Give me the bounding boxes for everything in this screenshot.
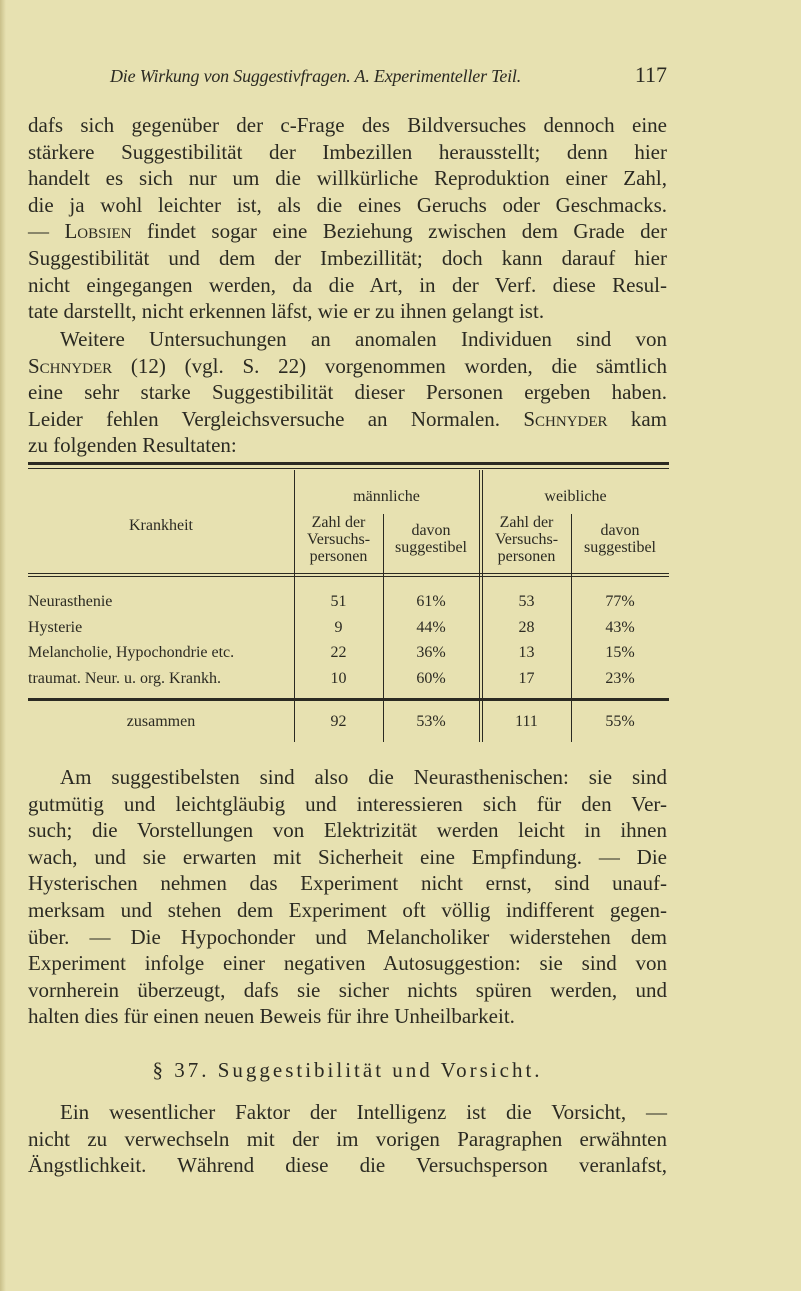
header-m-suggestible: [383, 522, 479, 556]
cell-krankheit: traumat. Neur. u. org. Krankh.: [28, 669, 221, 687]
text-line: über. — Die Hypochonder und Melancholiker widerstehen dem: [28, 924, 667, 949]
total-label: zusammen: [126, 713, 196, 730]
cell-m-n: 22: [330, 644, 347, 662]
page-number: 117: [634, 62, 667, 87]
text-line: [28, 218, 667, 244]
header-rule: [28, 573, 669, 574]
cell-m-pct: 44%: [416, 618, 446, 636]
header-w-suggestible: [571, 522, 669, 556]
author-name: Schnyder: [28, 353, 113, 378]
text-line: [28, 353, 667, 379]
cell-krankheit: Melancholie, Hypochondrie etc.: [28, 644, 235, 662]
author-name: Lobsien: [64, 219, 132, 244]
text-line: Suggestibilität und dem der Imbezillität; doch kann darauf hier: [28, 246, 667, 270]
text-line: such; die Vorstellungen von Elektrizität werden leicht in ihnen: [28, 818, 667, 843]
header-m-count: [294, 514, 383, 565]
cell-w-pct: 77%: [605, 593, 635, 610]
text-line: nicht eingegangen werden, da die Art, in der Verf. diese Resul-: [28, 272, 667, 297]
text-line: dafs sich gegenüber der c-Frage des Bildversuches dennoch eine: [28, 113, 667, 137]
text-segment: findet sogar eine Beziehung zwischen dem Grade der: [131, 219, 667, 244]
header-text: Zahl der: [499, 514, 554, 531]
section-heading: § 37. Suggestibilität und Vorsicht.: [152, 1058, 543, 1082]
header-text: Zahl der: [311, 514, 366, 531]
col-divider: [479, 470, 480, 742]
cell-m-pct: 61%: [416, 593, 446, 610]
text-line: halten dies für einen neuen Beweis für ihre Unheilbarkeit.: [28, 1004, 515, 1029]
text-line: stärkere Suggestibilität der Imbezillen herausstellt; denn hier: [28, 139, 667, 164]
total-rule: [28, 698, 669, 701]
cell-w-n: 17: [518, 669, 535, 687]
cell-w-pct: 15%: [605, 644, 635, 662]
header-text: suggestibel: [584, 539, 656, 556]
text-line: Experiment infolge einer negativen Autosuggestion: sie sind von: [28, 951, 667, 976]
page-edge-shadow: [0, 0, 6, 1291]
text-segment: —: [28, 219, 65, 244]
header-text: personen: [497, 548, 556, 565]
header-text: suggestibel: [395, 539, 467, 556]
running-header-title: Die Wirkung von Suggestivfragen. A. Experimenteller Teil.: [110, 66, 522, 86]
cell-w-pct: 43%: [605, 618, 635, 636]
cell-w-pct: 23%: [605, 669, 635, 687]
text-segment: (12) (vgl. S. 22) vorgenommen worden, die sämtlich: [112, 353, 667, 378]
cell-w-n: 53: [518, 593, 535, 610]
header-w-count: [482, 514, 571, 565]
text-line: die ja wohl leichter ist, als die eines Geruchs oder Geschmacks.: [28, 192, 667, 217]
header-text: Versuchs-: [494, 531, 559, 548]
text-line: wach, und sie erwarten mit Sicherheit eine Empfindung. — Die: [28, 844, 667, 869]
text-line: tate darstellt, nicht erkennen läfst, wie er zu ihnen gelangt ist.: [28, 299, 545, 324]
cell-w-n: 28: [518, 618, 535, 636]
cell-w-n: 13: [518, 644, 535, 662]
header-weibliche: weibliche: [544, 488, 607, 505]
text-line: nicht zu verwechseln mit der im vorigen Paragraphen erwähnten: [28, 1126, 667, 1151]
total-w-n: 111: [515, 713, 538, 730]
cell-m-n: 51: [330, 593, 347, 610]
text-line: eine sehr starke Suggestibilität dieser Personen ergeben haben.: [28, 380, 667, 405]
text-line: Ängstlichkeit. Während diese die Versuchsperson veranlafst,: [28, 1153, 667, 1178]
table-top-rule: [28, 462, 669, 465]
total-w-pct: 55%: [605, 713, 635, 730]
cell-m-pct: 60%: [416, 669, 446, 687]
text-line: zu folgenden Resultaten:: [28, 433, 237, 458]
header-maennliche: männliche: [353, 488, 420, 505]
text-line: gutmütig und leichtgläubig und interessieren sich für den Ver-: [28, 791, 667, 816]
text-line: Hysterischen nehmen das Experiment nicht ernst, sind unauf-: [28, 871, 667, 896]
total-m-n: 92: [330, 713, 347, 730]
text-line: merksam und stehen dem Experiment oft völlig indifferent gegen-: [28, 898, 667, 922]
text-segment: Leider fehlen Vergleichsversuche an Normalen.: [28, 406, 524, 431]
total-m-pct: 53%: [416, 713, 446, 730]
header-text: davon: [411, 522, 451, 539]
text-line: handelt es sich nur um die willkürliche Reproduktion einer Zahl,: [28, 166, 667, 191]
header-rule-2: [28, 576, 669, 577]
text-segment: kam: [607, 406, 668, 431]
text-line: vornherein überzeugt, dafs sie sicher nichts spüren werden, und: [28, 977, 667, 1002]
cell-m-n: 9: [334, 618, 343, 636]
text-line: [28, 406, 667, 432]
text-line: Ein wesentlicher Faktor der Intelligenz ist die Vorsicht, —: [60, 1100, 667, 1124]
header-text: davon: [600, 522, 640, 539]
cell-krankheit: Hysterie: [28, 618, 83, 636]
results-table: [28, 462, 669, 742]
author-name: Schnyder: [523, 406, 608, 431]
text-line: Weitere Untersuchungen an anomalen Individuen sind von: [60, 327, 667, 351]
cell-m-n: 10: [330, 669, 347, 687]
header-krankheit: Krankheit: [129, 517, 193, 534]
header-text: Versuchs-: [306, 531, 371, 548]
cell-krankheit: Neurasthenie: [28, 593, 113, 610]
cell-m-pct: 36%: [416, 644, 446, 662]
table-top-rule-thin: [28, 468, 669, 469]
text-line: Am suggestibelsten sind also die Neurasthenischen: sie sind: [60, 765, 667, 789]
running-header: [110, 62, 667, 88]
header-text: personen: [309, 548, 368, 565]
